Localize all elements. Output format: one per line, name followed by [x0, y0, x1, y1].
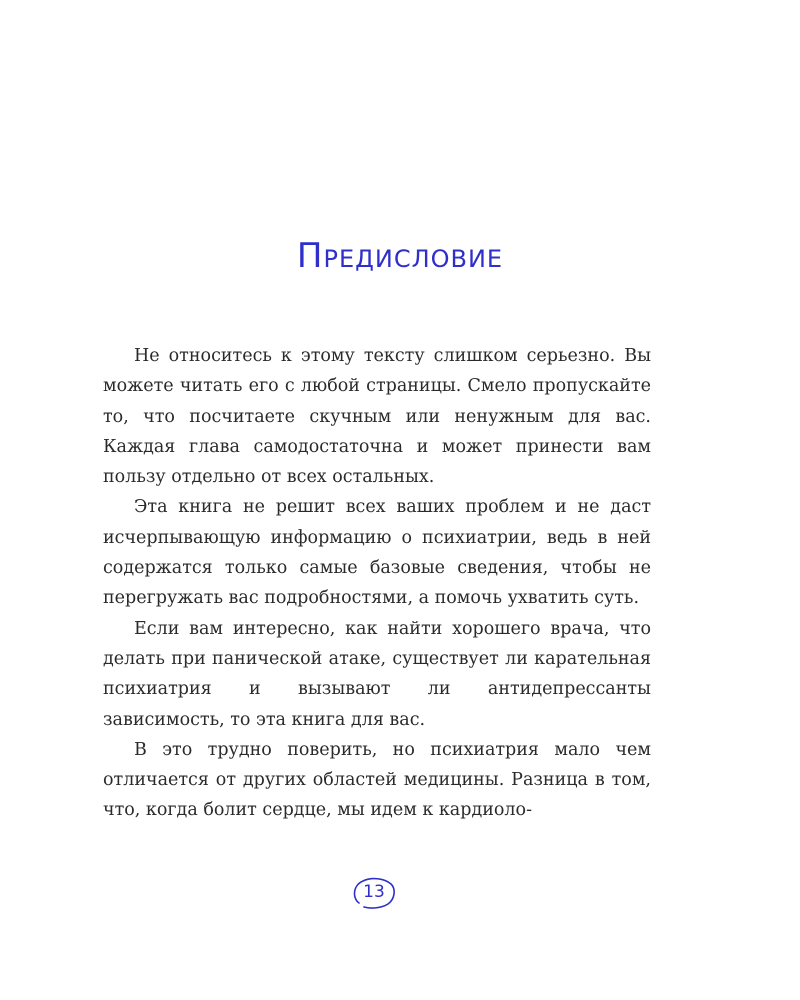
paragraph-3: Если вам интересно, как найти хорошего врача, что делать при панической атаке, существует ли карательная психиатрия и вызывают ли антидепрессанты зависимость, то эта книга для вас. — [103, 618, 651, 730]
paragraph-1: Не относитесь к этому тексту слишком серьезно. Вы можете читать его с любой страницы. Смело пропускайте то, что посчитаете скучным или ненужным для вас. Каждая глава самодостаточна и может принести вам пользу отдельно от всех остальных. — [103, 346, 651, 488]
chapter-title: Предисловие — [296, 236, 504, 276]
body-text — [103, 341, 651, 826]
page-number: 13 — [363, 882, 385, 902]
paragraph-2: Эта книга не решит всех ваших проблем и не даст исчерпывающую информацию о психиатрии, ведь в ней содержатся только самые базовые сведения, чтобы не перегружать вас подробностями, а помочь ухватить суть. — [103, 497, 651, 609]
paragraph-4: В это трудно поверить, но психиатрия мало чем отличается от других областей медицины. Разница в том, что, когда болит сердце, мы идем к кардиоло- — [103, 739, 651, 821]
page-number-badge — [351, 876, 397, 910]
